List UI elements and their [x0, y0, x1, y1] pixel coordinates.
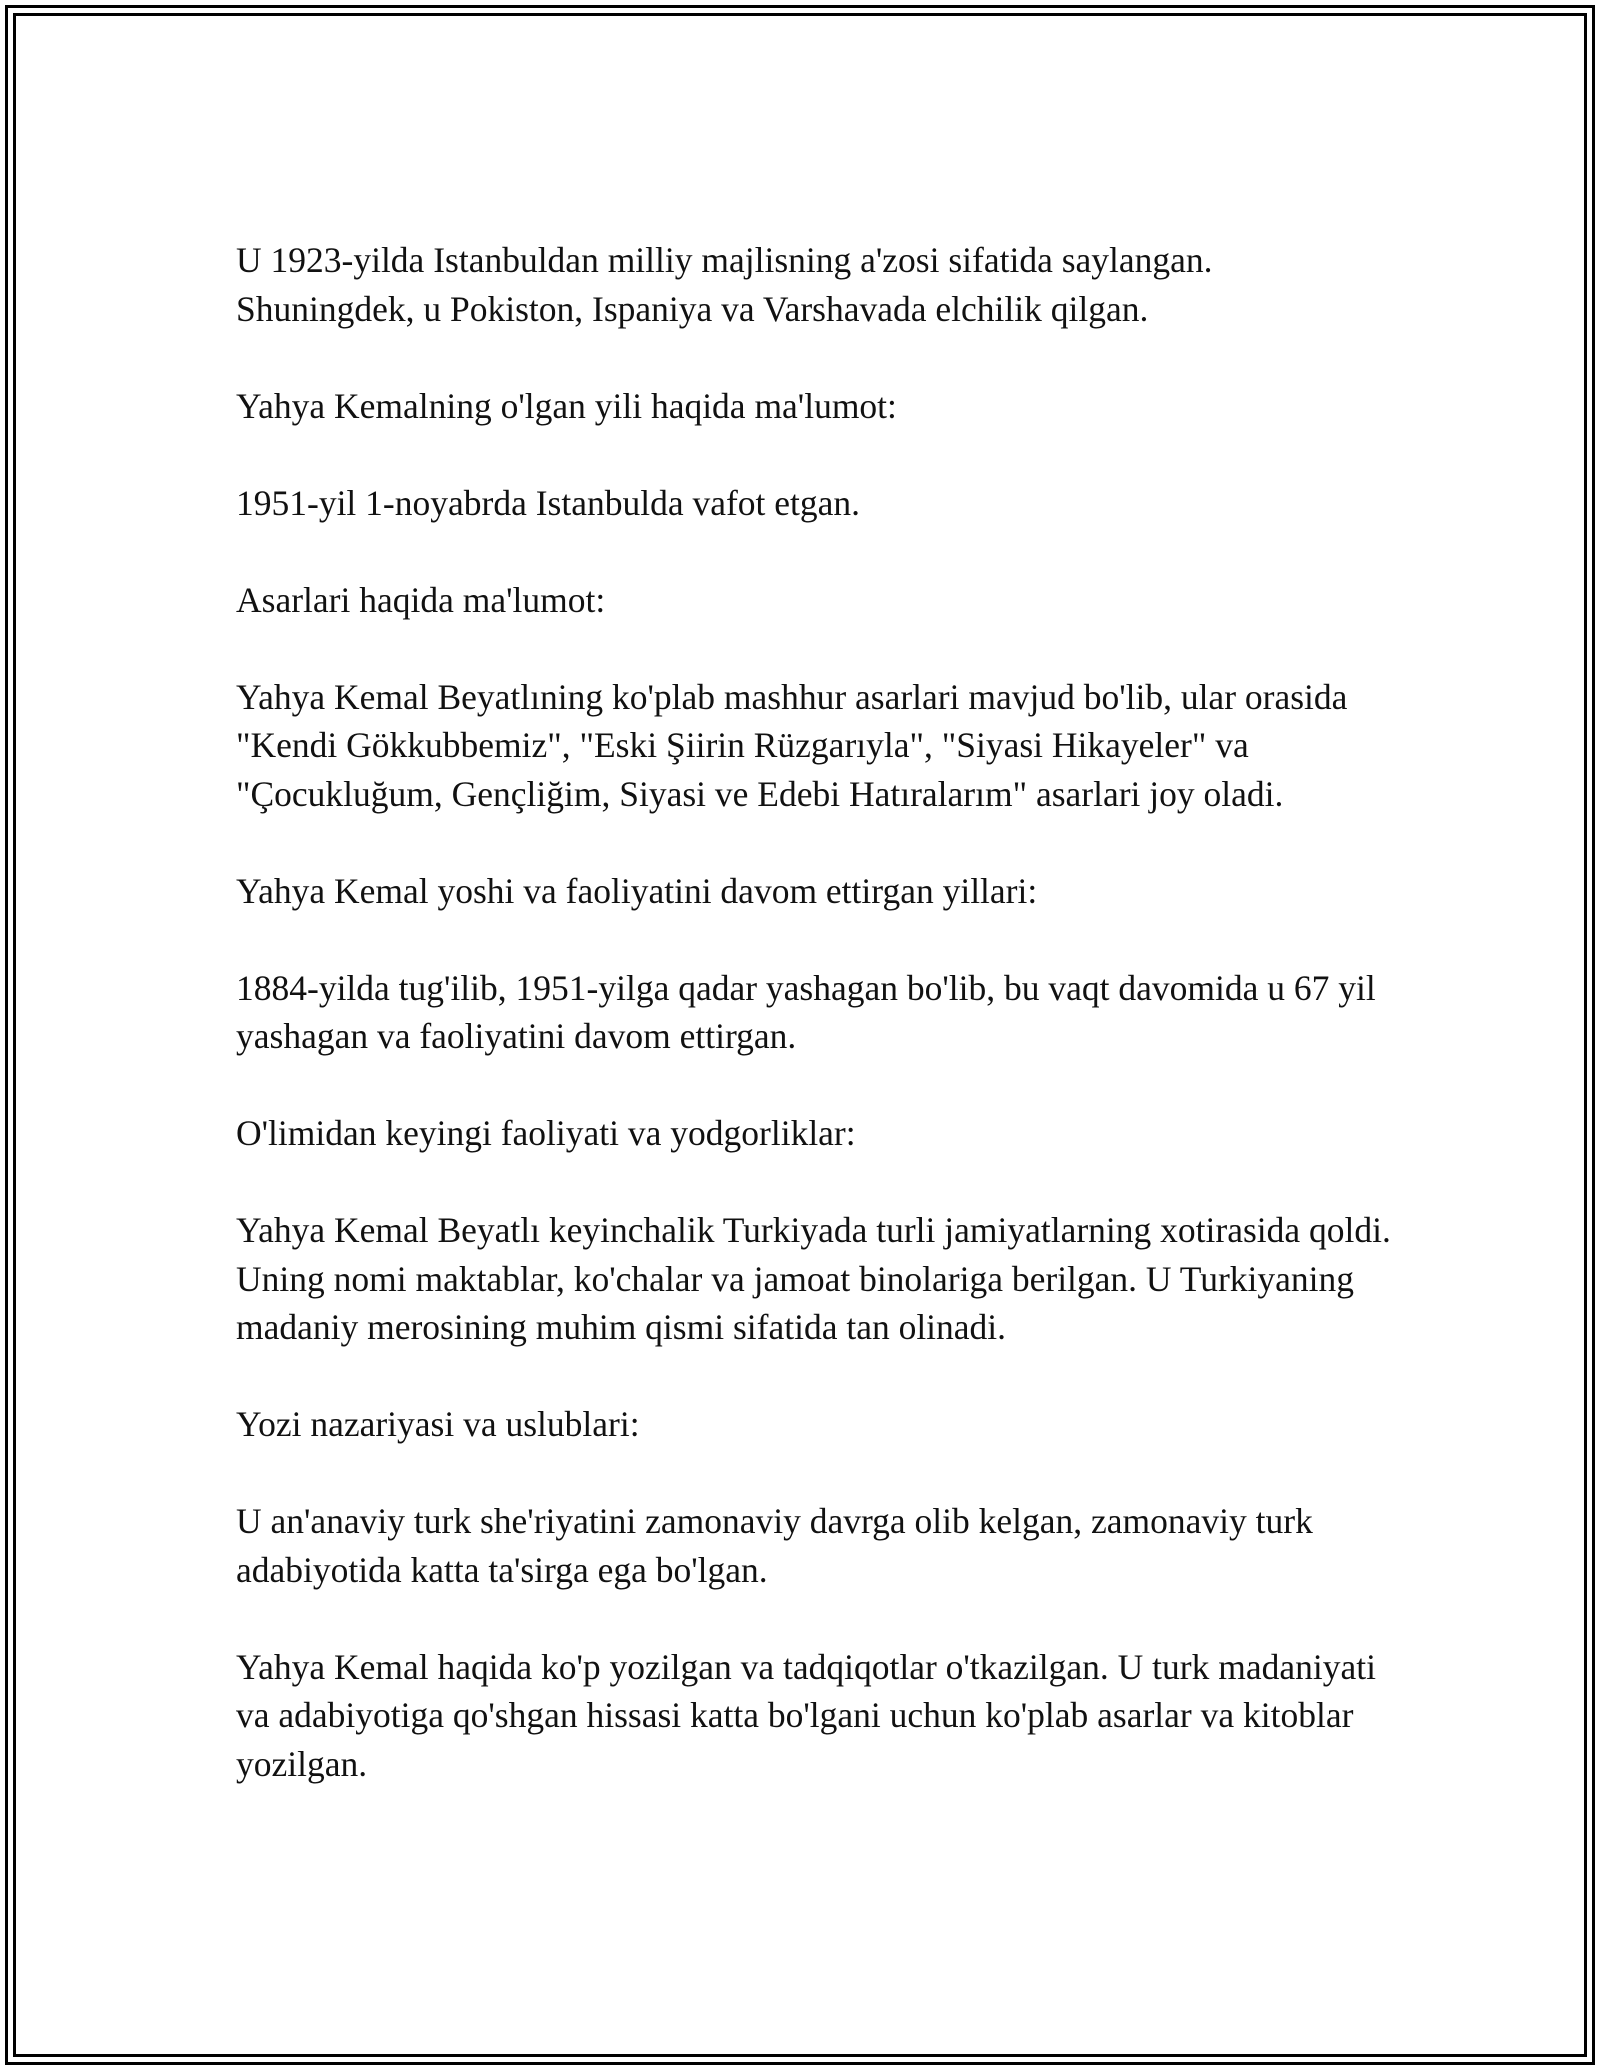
heading-legacy: O'limidan keyingi faoliyati va yodgorliklar: [236, 1113, 856, 1153]
paragraph-style: U an'anaviy turk she'riyatini zamonaviy davrga olib kelgan, zamonaviy turk adabiyotida katta ta'sirga ega bo'lgan. [236, 1501, 1313, 1590]
heading-works: Asarlari haqida ma'lumot: [236, 579, 606, 620]
paragraph-legacy: Yahya Kemal Beyatlı keyinchalik Turkiyada turli jamiyatlarning xotirasida qoldi. Uning nomi maktablar, ko'chalar va jamoat binolariga berilgan. U Turkiyaning madaniy merosining muhim qismi sifatida tan olinadi. [236, 1210, 1391, 1347]
paragraph-death-date: 1951-yil 1-noyabrda Istanbulda vafot etgan. [236, 482, 861, 523]
heading-lifespan: Yahya Kemal yoshi va faoliyatini davom ettirgan yillari: [236, 870, 1038, 911]
paragraph-works: Yahya Kemal Beyatlıning ko'plab mashhur asarlari mavjud bo'lib, ular orasida "Kendi Gökkubbemiz", "Eski Şiirin Rüzgarıyla", "Siyasi Hikayeler" va "Çocukluğum, Gençliğim, Siyasi ve Edebi Hatıralarım" asarlari joy oladi. [236, 676, 1348, 814]
document-body [236, 236, 1396, 1837]
paragraph-lifespan: 1884-yilda tug'ilib, 1951-yilga qadar yashagan bo'lib, bu vaqt davomida u 67 yil yashagan va faoliyatini davom ettirgan. [236, 967, 1376, 1056]
paragraph-election-and-ambassador: U 1923-yilda Istanbuldan milliy majlisning a'zosi sifatida saylangan. Shuningdek, u Pokiston, Ispaniya va Varshavada elchilik qilgan. [236, 240, 1213, 329]
paragraph-research: Yahya Kemal haqida ko'p yozilgan va tadqiqotlar o'tkazilgan. U turk madaniyati va adabiyotiga qo'shgan hissasi katta bo'lgani uchun ko'plab asarlar va kitoblar yozilgan. [236, 1646, 1376, 1784]
heading-death-year: Yahya Kemalning o'lgan yili haqida ma'lumot: [236, 385, 897, 426]
heading-style: Yozi nazariyasi va uslublari: [236, 1404, 640, 1444]
